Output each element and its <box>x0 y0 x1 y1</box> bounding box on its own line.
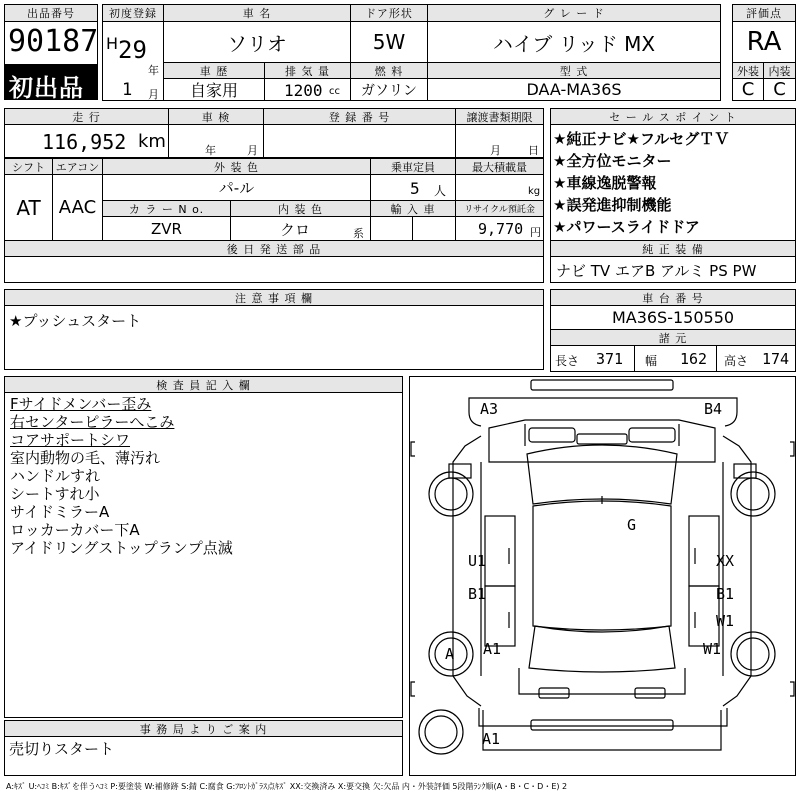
first-listing-badge <box>4 64 98 100</box>
height-value: 174 <box>762 350 790 368</box>
inspector-notes <box>10 395 400 557</box>
model-type-value: DAA-MA36S <box>427 78 721 101</box>
inspector-line: アイドリングストップランプ点滅 <box>10 539 233 557</box>
month-unit: 月 <box>148 88 159 101</box>
transfer-day-unit: 日 <box>528 144 539 157</box>
interior-color-value: クロ <box>280 221 311 239</box>
sales-point-item: ★全方位モニター <box>553 152 672 170</box>
inspector-line: サイドミラーA <box>10 503 110 521</box>
transfer-month-unit: 月 <box>490 144 501 157</box>
notes-label: 注 意 事 項 欄 <box>4 289 544 306</box>
capacity-unit: 人 <box>434 184 447 198</box>
exterior-color-label: 外 装 色 <box>102 158 371 175</box>
fuel-label: 燃 料 <box>350 62 428 79</box>
displacement-value: 1200 <box>284 81 323 100</box>
transfer-deadline-label: 譲渡書類期限 <box>455 108 544 125</box>
recycle-value: 9,770 <box>478 220 524 238</box>
specs-box <box>550 345 796 372</box>
equipment-label: 純 正 装 備 <box>550 240 796 257</box>
color-no-value: ZVR <box>102 216 231 241</box>
width-label: 幅 <box>645 354 658 368</box>
parts-later-label: 後 日 発 送 部 品 <box>4 240 544 257</box>
damage-mark-a-wheel: A <box>445 645 455 663</box>
shift-value: AT <box>4 174 53 241</box>
inspector-line: 室内動物の毛、薄汚れ <box>10 449 161 467</box>
displacement-unit: cc <box>329 86 340 97</box>
interior-grade: C <box>763 78 796 101</box>
model-type-label: 型 式 <box>427 62 721 79</box>
sales-points-list <box>553 128 793 238</box>
damage-mark-a1-left: A1 <box>483 640 502 658</box>
era-letter: H <box>106 34 119 53</box>
exterior-grade: C <box>732 78 764 101</box>
import-car-label: 輸 入 車 <box>370 200 456 217</box>
damage-mark-a1-bottom: A1 <box>482 730 501 748</box>
damage-mark-b4: B4 <box>704 400 723 418</box>
mileage-value: 116,952 <box>42 130 127 154</box>
max-load-label: 最大積載量 <box>455 158 544 175</box>
inspector-line: ロッカーカバー下A <box>10 521 140 539</box>
history-value: 自家用 <box>163 78 265 101</box>
interior-color-label: 内 装 色 <box>230 200 371 217</box>
capacity-label: 乗車定員 <box>370 158 456 175</box>
sales-points-label: セ ー ル ス ポ イ ン ト <box>550 108 796 125</box>
sales-point-item: ★純正ナビ★フルセグＴＶ <box>553 130 730 148</box>
sales-point-item: ★誤発進抑制機能 <box>553 196 672 214</box>
import-car-box <box>370 216 456 241</box>
damage-mark-a3: A3 <box>480 400 499 418</box>
registration-no-box <box>263 124 456 158</box>
score-value: RA <box>732 21 796 63</box>
exterior-color-value: パ-ル <box>102 174 371 201</box>
shift-label: シフト <box>4 158 53 175</box>
length-value: 371 <box>596 350 624 368</box>
sales-point-item: ★車線逸脱警報 <box>553 174 657 192</box>
aircon-label: エアコン <box>52 158 103 175</box>
inspection-year-unit: 年 <box>205 144 216 157</box>
color-no-label: カ ラ ー N o. <box>102 200 231 217</box>
displacement-label: 排 気 量 <box>264 62 351 79</box>
inspector-line: コアサポートシワ <box>10 431 131 449</box>
inspector-label: 検 査 員 記 入 欄 <box>4 376 403 393</box>
height-label: 高さ <box>724 354 749 368</box>
interior-color-suffix: 系 <box>353 227 364 240</box>
registration-month: 1 <box>122 80 133 100</box>
interior-grade-label: 内装 <box>763 62 796 79</box>
year-unit: 年 <box>148 64 159 77</box>
door-type: 5W <box>350 21 428 63</box>
aircon-value: AAC <box>52 174 103 241</box>
inspector-line: 右センターピラーへこみ <box>10 413 175 431</box>
capacity-value: 5 <box>410 179 420 198</box>
width-value: 162 <box>680 350 708 368</box>
door-label: ドア形状 <box>350 4 428 22</box>
max-load-unit: kg <box>528 186 541 197</box>
chassis-label: 車 台 番 号 <box>550 289 796 306</box>
lot-number-label: 出品番号 <box>4 4 98 22</box>
first-registration-label: 初度登録 <box>102 4 164 22</box>
fuel-value: ガソリン <box>350 78 428 101</box>
car-name-label: 車 名 <box>163 4 351 22</box>
parts-later-box <box>4 256 544 283</box>
damage-mark-u1: U1 <box>468 552 487 570</box>
notes-value: ★プッシュスタート <box>9 312 142 330</box>
inspection-month-unit: 月 <box>247 144 258 157</box>
first-listing-text: 初出品 <box>9 74 84 102</box>
equipment-value: ナビ TV エアB アルミ PS PW <box>556 262 757 280</box>
mileage-unit: km <box>138 131 166 152</box>
inspector-line: Fサイドメンバー歪み <box>10 395 152 413</box>
damage-mark-w1-lower: W1 <box>703 640 722 658</box>
grade-label: グ レ ー ド <box>427 4 721 22</box>
inspection-label: 車 検 <box>168 108 264 125</box>
damage-mark-g: G <box>627 516 637 534</box>
damage-mark-xx: XX <box>716 552 735 570</box>
legend-text: A:ｷｽﾞ U:ﾍｺﾐ B:ｷｽﾞを伴うﾍｺﾐ P:要塗装 W:補修跡 S:錆 C:腐食 G:ﾌﾛﾝﾄｶﾞﾗｽ点ｷｽﾞ XX:交換済み X:要交換 欠:欠品 内・外装評価 5段階ﾗﾝｸ順(A・B・C・D・E) 2 <box>6 782 568 791</box>
office-label: 事 務 局 よ り ご 案 内 <box>4 720 403 737</box>
car-name: ソリオ <box>163 21 351 63</box>
inspector-line: ハンドルすれ <box>10 467 101 485</box>
chassis-value: MA36S-150550 <box>550 305 796 330</box>
inspector-line: シートすれ小 <box>10 485 100 503</box>
grade-value: ハイブ リッド MX <box>427 21 721 63</box>
specs-label: 諸 元 <box>550 329 796 346</box>
recycle-label: リサイクル預託金 <box>455 200 544 217</box>
recycle-unit: 円 <box>530 226 541 239</box>
office-value: 売切りスタート <box>9 740 115 758</box>
score-label: 評価点 <box>732 4 796 22</box>
length-label: 長さ <box>555 354 580 368</box>
damage-mark-w1-right: W1 <box>716 612 735 630</box>
registration-year: 29 <box>118 36 147 64</box>
damage-mark-b1-right: B1 <box>716 585 735 603</box>
history-label: 車 歴 <box>163 62 265 79</box>
sales-point-item: ★パワースライドドア <box>553 218 700 236</box>
damage-mark-b1-left: B1 <box>468 585 487 603</box>
exterior-grade-label: 外装 <box>732 62 764 79</box>
mileage-label: 走 行 <box>4 108 169 125</box>
registration-no-label: 登 録 番 号 <box>263 108 456 125</box>
car-diagram <box>409 376 796 776</box>
lot-number: 90187 <box>8 24 99 59</box>
